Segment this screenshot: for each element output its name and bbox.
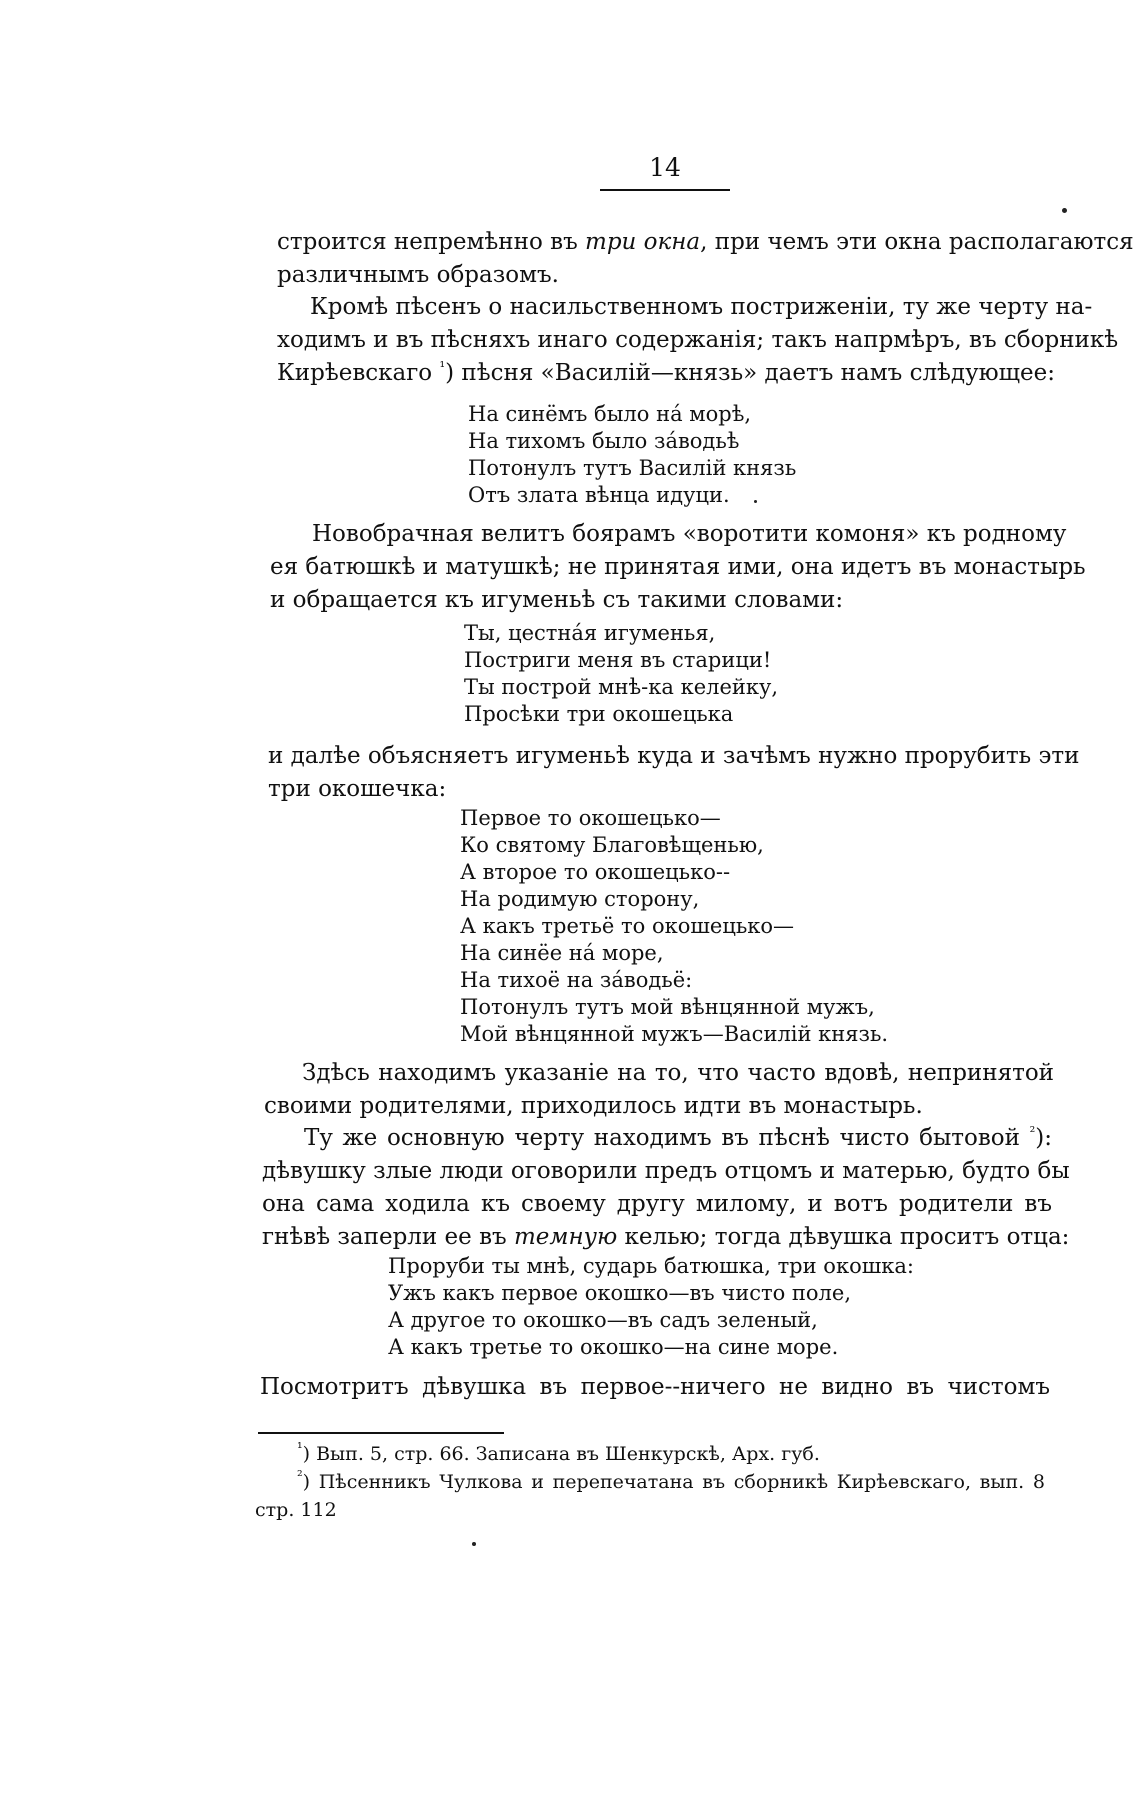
- paragraph-5: [264, 1057, 1054, 1123]
- paragraph-6-line-1: Ту же основную черту находимъ въ пѣснѣ чисто бытовой $^{^2}$):: [304, 1124, 1052, 1151]
- paragraph-2-line-1: Кромѣ пѣсенъ о насильственномъ постриженіи, ту же черту на-: [310, 294, 1093, 320]
- verse-line: На синёе нá море,: [460, 941, 664, 965]
- verse-line: Мой вѣнцянной мужъ—Василій князь.: [460, 1022, 889, 1046]
- verse-line: Проруби ты мнѣ, сударь батюшка, три окошка:: [388, 1254, 914, 1278]
- verse-2: [464, 620, 778, 728]
- page-number: 14: [649, 153, 681, 182]
- scan-speck: [472, 1542, 476, 1546]
- verse-line: Потонулъ тутъ Василій князь: [468, 456, 797, 480]
- scan-speck: [1062, 208, 1067, 213]
- verse-line: Ужъ какъ первое окошко—въ чисто поле,: [388, 1281, 851, 1305]
- verse-line: Просѣки три окошецька: [464, 702, 734, 726]
- paragraph-6-line-2: дѣвушку злые люди оговорили предъ отцомъ и матерью, будто бы: [262, 1158, 1070, 1184]
- footnote-1: $^{^1}$) Вып. 5, стр. 66. Записана въ Шенкурскѣ, Арх. губ.: [297, 1440, 820, 1465]
- paragraph-2-line-3: Кирѣевскаго $^{^1}$) пѣсня «Василій—князь» даетъ намъ слѣдующее:: [277, 359, 1055, 386]
- paragraph-5-line-1: Здѣсь находимъ указаніе на то, что часто вдовѣ, непринятой: [302, 1060, 1054, 1086]
- verse-line: А какъ третьё то окошецько—: [460, 914, 795, 938]
- paragraph-6-line-3: она сама ходила къ своему другу милому, и вотъ родители въ: [262, 1191, 1052, 1217]
- verse-line: Ко святому Благовѣщенью,: [460, 833, 764, 857]
- paragraph-6-line-4: гнѣвѣ заперли ее въ темную келью; тогда дѣвушка проситъ отца:: [262, 1224, 1070, 1250]
- paragraph-5-line-2: своими родителями, приходилось идти въ монастырь.: [264, 1093, 923, 1119]
- verse-line: На тихоё на зáводьё:: [460, 968, 693, 992]
- verse-line: А какъ третье то окошко—на сине море.: [388, 1335, 839, 1359]
- verse-4: [388, 1253, 914, 1361]
- verse-3: [460, 805, 888, 1048]
- paragraph-7-line-1: Посмотритъ дѣвушка въ первое--ничего не видно въ чистомъ: [260, 1374, 1050, 1400]
- paragraph-2-line-2: ходимъ и въ пѣсняхъ инаго содержанія; такъ напрмѣръ, въ сборникѣ: [277, 327, 1119, 353]
- emphasis-three-windows: три окна: [585, 229, 701, 255]
- verse-line: На синёмъ было нá морѣ,: [468, 402, 752, 426]
- paragraph-4-line-1: и далѣе объясняетъ игуменьѣ куда и зачѣмъ нужно прорубить эти: [268, 743, 1080, 769]
- footnote-ref-1: ¹: [439, 359, 446, 376]
- verse-line: Отъ злата вѣнца идуци.: [468, 483, 730, 507]
- verse-line: Ты, цестнáя игуменья,: [464, 621, 716, 645]
- verse-line: А другое то окошко—въ садъ зеленый,: [388, 1308, 818, 1332]
- paragraph-7: [260, 1371, 1050, 1404]
- footnote-rule: [258, 1432, 504, 1434]
- verse-line: Постриги меня въ старици!: [464, 648, 772, 672]
- paragraph-4: [268, 740, 1080, 806]
- footnote-2-continued: стр. 112: [255, 1499, 337, 1521]
- page-number-rule: [600, 189, 730, 191]
- verse-line: Первое то окошецько—: [460, 806, 721, 830]
- footnote-2: $^{^2}$) Пѣсенникъ Чулкова и перепечатана въ сборникѣ Кирѣевскаго, вып. 8: [297, 1468, 1045, 1493]
- paragraph-3-line-3: и обращается къ игуменьѣ съ такими словами:: [270, 587, 844, 613]
- verse-1: [468, 401, 796, 509]
- paragraph-1-line-1: строится непремѣнно въ три окна, при чемъ эти окна располагаются: [277, 229, 1134, 255]
- emphasis-dark: темную: [513, 1224, 618, 1250]
- paragraph-3-line-2: ея батюшкѣ и матушкѣ; не принятая ими, она идетъ въ монастырь: [270, 554, 1086, 580]
- footnotes: [255, 1440, 1045, 1524]
- verse-line: На родимую сторону,: [460, 887, 700, 911]
- verse-line: А второе то окошецько--: [460, 860, 731, 884]
- paragraph-4-line-2: три окошечка:: [268, 776, 447, 802]
- verse-line: Потонулъ тутъ мой вѣнцянной мужъ,: [460, 995, 875, 1019]
- paragraph-6: [262, 1122, 1070, 1254]
- verse-line: На тихомъ было зáводьѣ: [468, 429, 740, 453]
- scan-speck: [754, 500, 757, 503]
- verse-line: Ты построй мнѣ-ка келейку,: [464, 675, 779, 699]
- paragraph-3: [270, 518, 1086, 617]
- paragraph-1: [277, 226, 1134, 292]
- paragraph-3-line-1: Новобрачная велитъ боярамъ «воротити комоня» къ родному: [312, 521, 1067, 547]
- paragraph-2: [277, 291, 1119, 390]
- paragraph-1-line-2: различнымъ образомъ.: [277, 262, 559, 288]
- footnote-ref-2: ²: [1029, 1124, 1036, 1141]
